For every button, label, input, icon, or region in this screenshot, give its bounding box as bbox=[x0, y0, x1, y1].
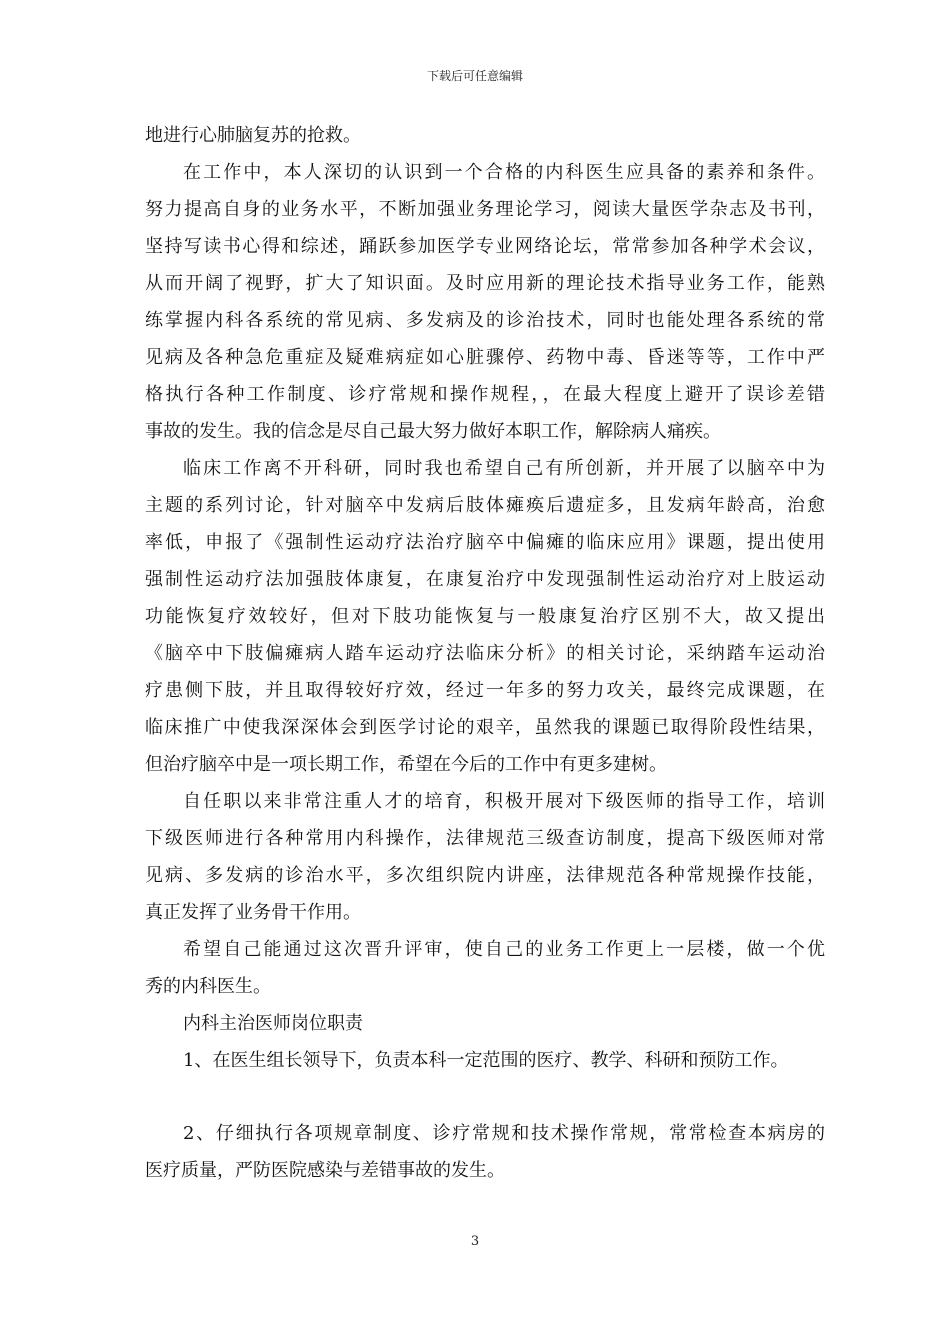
page-number: 3 bbox=[470, 1234, 480, 1249]
page-header: 下载后可任意编辑 bbox=[426, 69, 523, 83]
text-line: 功能恢复疗效较好，但对下肢功能恢复与一般康复治疗区别不大，故又提出 bbox=[145, 606, 825, 627]
text-line: 见病及各种急危重症及疑难病症如心脏骤停、药物中毒、昏迷等等，工作中严 bbox=[145, 347, 825, 368]
text-line: 真正发挥了业务骨干作用。 bbox=[145, 902, 361, 923]
text-line: 2、仔细执行各项规章制度、诊疗常规和技术操作常规，常常检查本病房的 bbox=[183, 1123, 825, 1144]
text-line: 见病、多发病的诊治水平，多次组织院内讲座，法律规范各种常规操作技能， bbox=[145, 865, 825, 886]
text-line: 疗患侧下肢，并且取得较好疗效，经过一年多的努力攻关，最终完成课题，在 bbox=[145, 680, 825, 701]
text-line: 强制性运动疗法加强肢体康复，在康复治疗中发现强制性运动治疗对上肢运动 bbox=[145, 569, 825, 590]
text-line: 临床工作离不开科研，同时我也希望自己有所创新，并开展了以脑卒中为 bbox=[183, 458, 825, 479]
text-line: 努力提高自身的业务水平，不断加强业务理论学习，阅读大量医学杂志及书刊， bbox=[145, 199, 825, 220]
text-line: 医疗质量，严防医院感染与差错事故的发生。 bbox=[145, 1160, 505, 1181]
text-line: 从而开阔了视野，扩大了知识面。及时应用新的理论技术指导业务工作，能熟 bbox=[145, 273, 825, 294]
text-line: 格执行各种工作制度、诊疗常规和操作规程，，在最大程度上避开了误诊差错 bbox=[145, 384, 825, 405]
text-line: 临床推广中使我深深体会到医学讨论的艰辛，虽然我的课题已取得阶段性结果， bbox=[145, 717, 825, 738]
text-line: 主题的系列讨论，针对脑卒中发病后肢体瘫痪后遗症多，且发病年龄高，治愈 bbox=[145, 495, 825, 516]
spacer bbox=[145, 1084, 825, 1120]
text-line: 地进行心肺脑复苏的抢救。 bbox=[145, 125, 361, 146]
text-line: 坚持写读书心得和综述，踊跃参加医学专业网络论坛，常常参加各种学术会议， bbox=[145, 236, 825, 257]
text-line: 下级医师进行各种常用内科操作，法律规范三级查访制度，提高下级医师对常 bbox=[145, 828, 825, 849]
text-line: 但治疗脑卒中是一项长期工作，希望在今后的工作中有更多建树。 bbox=[145, 754, 667, 775]
section-title: 内科主治医师岗位职责 bbox=[183, 1013, 363, 1034]
text-line: 率低，申报了《强制性运动疗法治疗脑卒中偏瘫的临床应用》课题，提出使用 bbox=[145, 532, 825, 553]
text-line: 事故的发生。我的信念是尽自己最大努力做好本职工作，解除病人痛疾。 bbox=[145, 421, 721, 442]
text-line: 练掌握内科各系统的常见病、多发病及的诊治技术，同时也能处理各系统的常 bbox=[145, 310, 825, 331]
text-line: 《脑卒中下肢偏瘫病人踏车运动疗法临床分析》的相关讨论，采纳踏车运动治 bbox=[145, 643, 825, 664]
document-body bbox=[145, 122, 825, 1194]
text-line: 1、在医生组长领导下，负责本科一定范围的医疗、教学、科研和预防工作。 bbox=[183, 1050, 789, 1071]
text-line: 秀的内科医生。 bbox=[145, 976, 271, 997]
text-line: 希望自己能通过这次晋升评审，使自己的业务工作更上一层楼，做一个优 bbox=[183, 939, 825, 960]
text-line: 自任职以来非常注重人才的培育，积极开展对下级医师的指导工作，培训 bbox=[183, 791, 825, 812]
text-line: 在工作中，本人深切的认识到一个合格的内科医生应具备的素养和条件。 bbox=[183, 162, 825, 183]
